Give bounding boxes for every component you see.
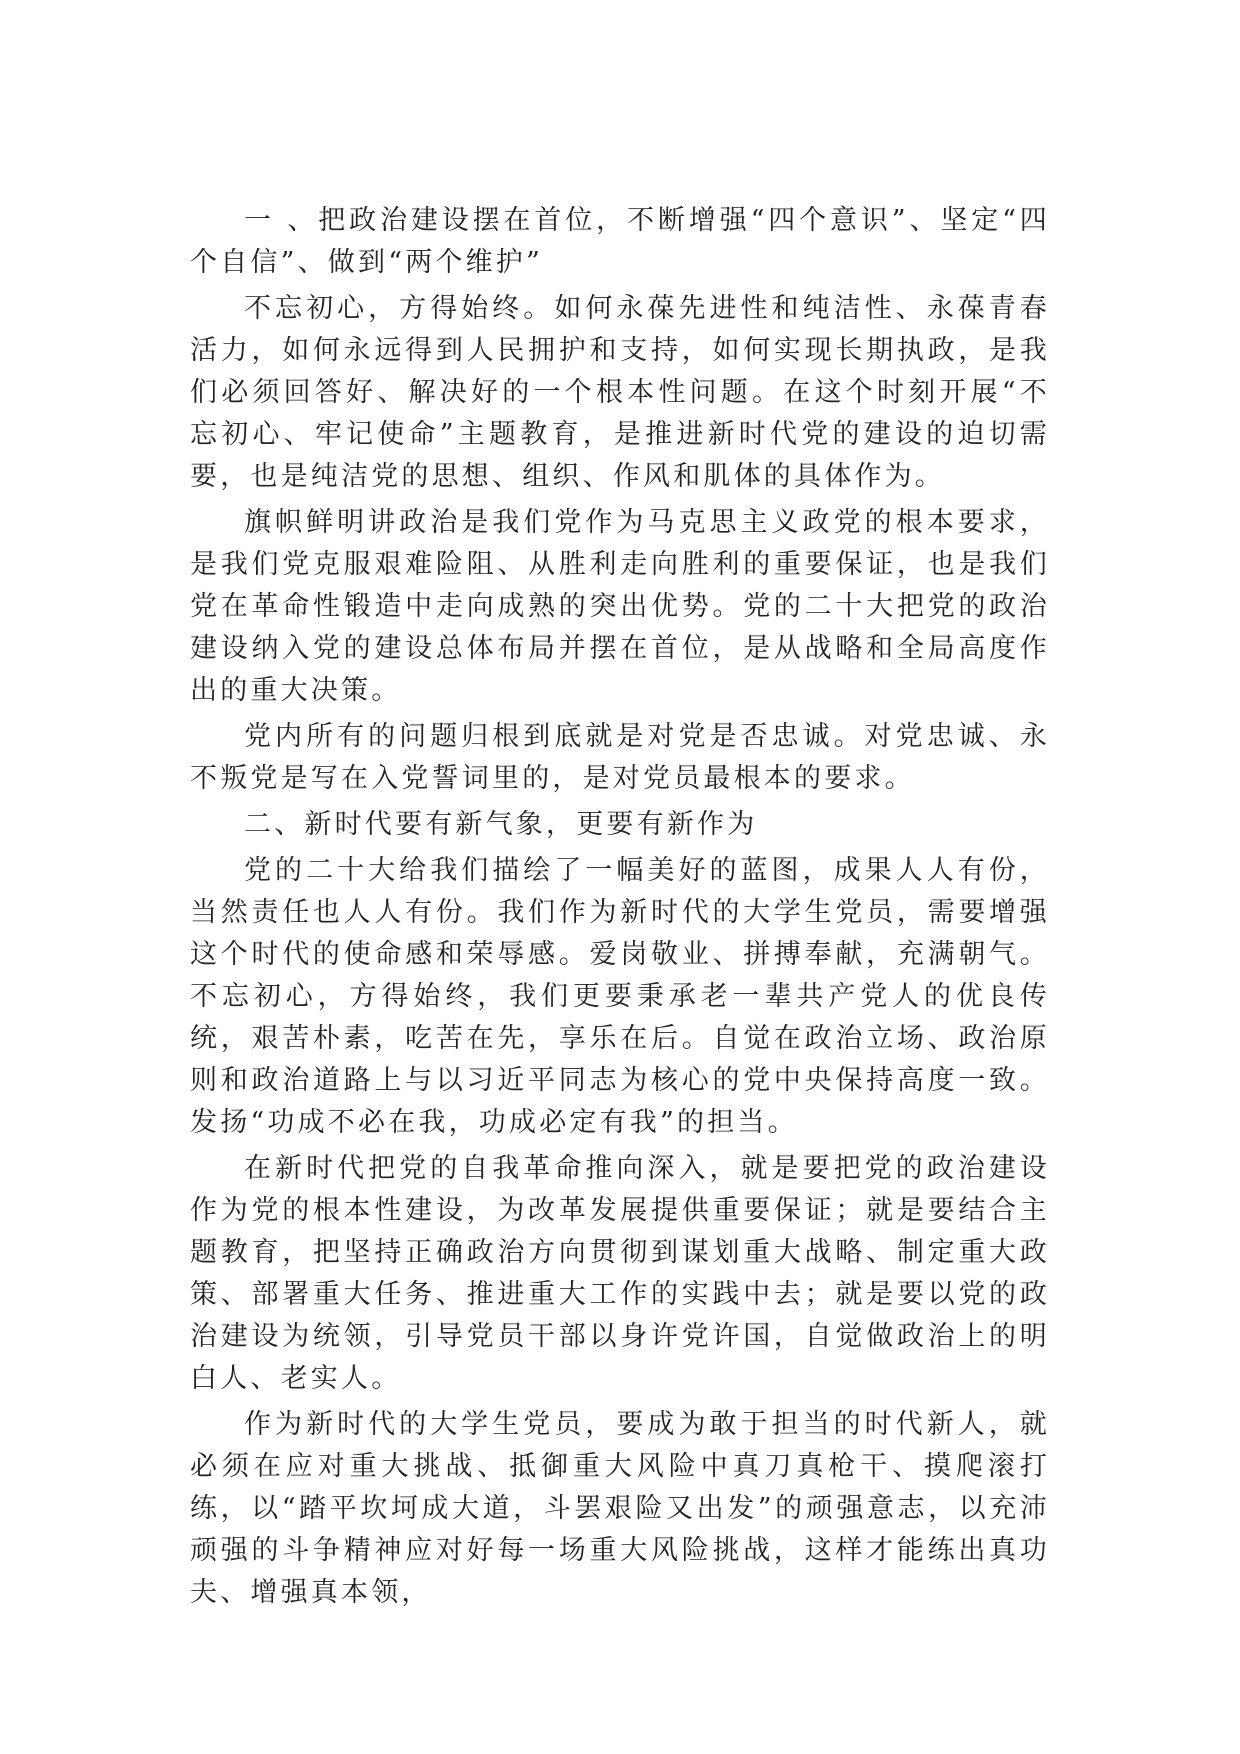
document-body <box>190 200 1050 1618</box>
section-heading-2: 二、新时代要有新气象，更要有新作为 <box>244 809 758 840</box>
paragraph-2: 旗帜鲜明讲政治是我们党作为马克思主义政党的根本要求，是我们党克服艰难险阻、从胜利走向胜利的重要保证，也是我们党在革命性锻造中走向成熟的突出优势。党的二十大把党的政治建设纳入党的建设总体布局并摆在首位，是从战略和全局高度作出的重大决策。 <box>190 507 1050 706</box>
section-heading-1: 一 、把政治建设摆在首位，不断增强“四个意识”、坚定“四个自信”、做到“两个维护” <box>190 205 1050 278</box>
paragraph-5: 在新时代把党的自我革命推向深入，就是要把党的政治建设作为党的根本性建设，为改革发展提供重要保证；就是要结合主题教育，把坚持正确政治方向贯彻到谋划重大战略、制定重大政策、部署重大任务、推进重大工作的实践中去；就是要以党的政治建设为统领，引导党员干部以身许党许国，自觉做政治上的明白人、老实人。 <box>190 1153 1050 1394</box>
paragraph-6: 作为新时代的大学生党员，要成为敢于担当的时代新人，就必须在应对重大挑战、抵御重大风险中真刀真枪干、摸爬滚打练，以“踏平坎坷成大道，斗罢艰险又出发”的顽强意志，以充沛顽强的斗争精神应对好每一场重大风险挑战，这样才能练出真功夫、增强真本领， <box>190 1409 1050 1608</box>
paragraph-4: 党的二十大给我们描绘了一幅美好的蓝图，成果人人有份，当然责任也人人有份。我们作为新时代的大学生党员，需要增强这个时代的使命感和荣辱感。爱岗敬业、拼搏奉献，充满朝气。不忘初心，方得始终，我们更要秉承老一辈共产党人的优良传统，艰苦朴素，吃苦在先，享乐在后。自觉在政治立场、政治原则和政治道路上与以习近平同志为核心的党中央保持高度一致。发扬“功成不必在我，功成必定有我”的担当。 <box>190 855 1050 1138</box>
paragraph-1: 不忘初心，方得始终。如何永葆先进性和纯洁性、永葆青春活力，如何永远得到人民拥护和支持，如何实现长期执政，是我们必须回答好、解决好的一个根本性问题。在这个时刻开展“不忘初心、牢记使命”主题教育，是推进新时代党的建设的迫切需要，也是纯洁党的思想、组织、作风和肌体的具体作为。 <box>190 293 1050 492</box>
paragraph-3: 党内所有的问题归根到底就是对党是否忠诚。对党忠诚、永不叛党是写在入党誓词里的，是对党员最根本的要求。 <box>190 721 1050 794</box>
